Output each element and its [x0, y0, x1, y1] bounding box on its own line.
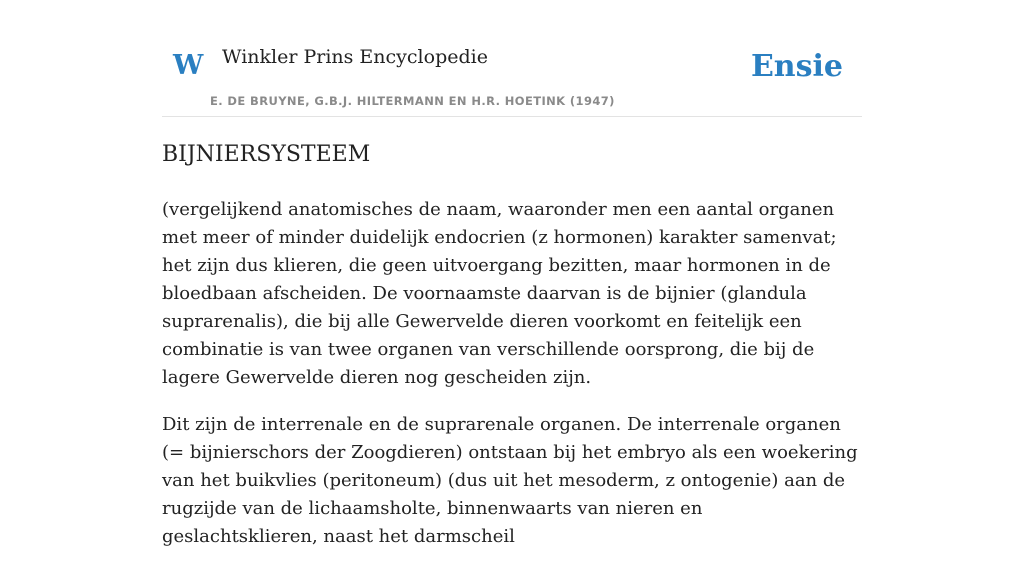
- article: [162, 138, 862, 570]
- winkler-prins-logo[interactable]: W: [173, 50, 204, 81]
- entry-title: BIJNIERSYSTEEM: [162, 142, 371, 167]
- article-paragraph: Dit zijn de interrenale en de suprarenale organen. De interrenale organen (= bijnierschors der Zoogdieren) ontstaan bij het embryo als een woekering van het buikvlies (peritoneum) (dus uit het mesoderm, z ontogenie) aan de rugzijde van de lichaamsholte, binnenwaarts van nieren en geslachtsklieren, naast het darmscheil: [162, 414, 858, 547]
- article-paragraph: (vergelijkend anatomisches de naam, waaronder men een aantal organen met meer of minder duidelijk endocrien (z hormonen) karakter samenvat; het zijn dus klieren, die geen uitvoergang bezitten, maar hormonen in de bloedbaan afscheiden. De voornaamste daarvan is de bijnier (glandula suprarenalis), die bij alle Gewervelde dieren voorkomt en feitelijk een combinatie is van twee organen van verschillende oorsprong, die bij de lagere Gewervelde dieren nog gescheiden zijn.: [162, 199, 837, 388]
- authors-line: E. DE BRUYNE, G.B.J. HILTERMANN EN H.R. HOETINK (1947): [210, 94, 615, 108]
- site-title[interactable]: Winkler Prins Encyclopedie: [222, 46, 488, 68]
- ensie-brand-link[interactable]: Ensie: [750, 49, 843, 84]
- site-header: [162, 0, 862, 117]
